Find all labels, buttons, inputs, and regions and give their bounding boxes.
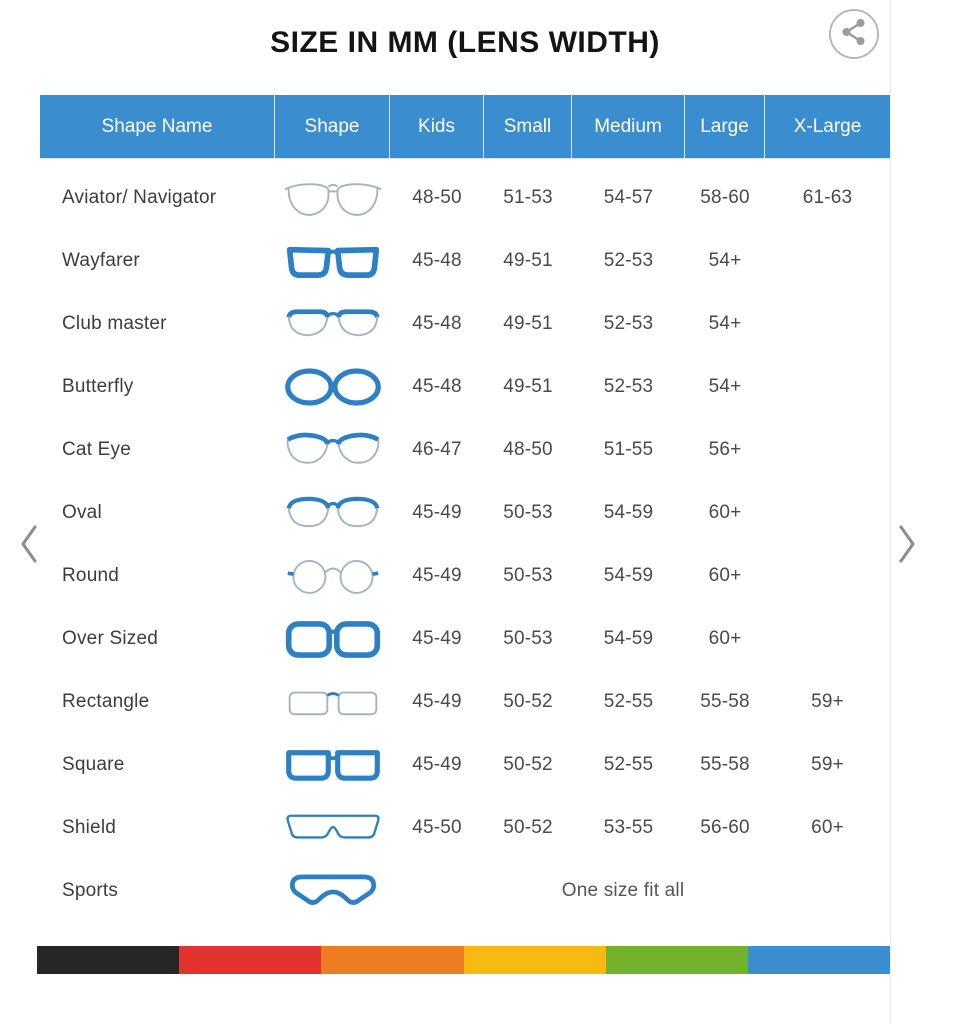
table-body: [40, 166, 890, 922]
shape-name: Round: [62, 564, 119, 586]
shape-name: Club master: [62, 312, 167, 334]
image-edge-divider: [890, 0, 891, 1024]
stripe-segment: [606, 946, 748, 974]
table-row: [40, 544, 890, 607]
table-row: [40, 670, 890, 733]
stripe-segment: [321, 946, 463, 974]
size-value: 45-49: [412, 627, 462, 649]
size-value: 45-48: [412, 249, 462, 271]
one-size-label: One size fit all: [561, 879, 685, 901]
size-value: 50-52: [503, 753, 553, 775]
shape-name: Aviator/ Navigator: [62, 186, 217, 208]
aviator-glasses-icon: [275, 166, 390, 229]
size-value: 60+: [811, 816, 844, 838]
size-value: 54-59: [603, 564, 654, 586]
table-header-cell: X-Large: [793, 115, 862, 137]
shape-name: Rectangle: [62, 690, 150, 712]
size-value: 60+: [708, 627, 742, 649]
square-glasses-icon: [275, 733, 390, 796]
table-row: [40, 859, 890, 922]
size-value: 54-59: [603, 501, 654, 523]
shape-name: Butterfly: [62, 375, 134, 397]
share-button[interactable]: [829, 9, 879, 59]
size-value: 46-47: [412, 438, 462, 460]
size-value: 58-60: [700, 186, 750, 208]
size-value: 50-53: [503, 564, 553, 586]
clubmaster-glasses-icon: [275, 292, 390, 355]
size-value: 54+: [708, 375, 742, 397]
shape-name: Shield: [62, 816, 117, 838]
size-value: 49-51: [503, 375, 553, 397]
size-value: 45-49: [412, 501, 462, 523]
table-row: [40, 733, 890, 796]
size-value: 54-57: [603, 186, 654, 208]
size-value: 53-55: [603, 816, 654, 838]
size-value: [765, 418, 890, 481]
cat-eye-glasses-icon: [275, 418, 390, 481]
size-value: [765, 607, 890, 670]
stripe-segment: [748, 946, 890, 974]
oval-glasses-icon: [275, 481, 390, 544]
size-value: 52-53: [603, 312, 654, 334]
table-row: [40, 229, 890, 292]
size-value: 49-51: [503, 249, 553, 271]
wayfarer-glasses-icon: [275, 229, 390, 292]
stripe-segment: [464, 946, 606, 974]
size-value: 51-55: [603, 438, 654, 460]
size-value: 45-49: [412, 690, 462, 712]
table-row: [40, 418, 890, 481]
size-value: 45-49: [412, 753, 462, 775]
size-value: 59+: [811, 753, 844, 775]
size-value: [765, 229, 890, 292]
table-header-cell: Shape: [275, 95, 390, 158]
size-value: [765, 292, 890, 355]
size-value: 49-51: [503, 312, 553, 334]
size-value: 45-48: [412, 312, 462, 334]
size-value: 48-50: [503, 438, 553, 460]
size-value: 45-49: [412, 564, 462, 586]
size-value: 56-60: [700, 816, 750, 838]
table-row: [40, 292, 890, 355]
size-table: [40, 95, 890, 922]
chevron-right-icon: [896, 524, 918, 567]
size-value: 50-53: [503, 501, 553, 523]
size-value: 54+: [708, 249, 742, 271]
size-value: 55-58: [700, 690, 750, 712]
page-title: SIZE IN MM (LENS WIDTH): [270, 26, 660, 59]
size-value: 55-58: [700, 753, 750, 775]
size-value: 54-59: [603, 627, 654, 649]
table-row: [40, 355, 890, 418]
size-value: 60+: [708, 501, 742, 523]
size-value: 50-53: [503, 627, 553, 649]
size-value: 50-52: [503, 816, 553, 838]
size-value: [765, 355, 890, 418]
table-header-cell: Small: [484, 95, 572, 158]
size-value: 45-48: [412, 375, 462, 397]
size-value: [765, 544, 890, 607]
oversized-glasses-icon: [275, 607, 390, 670]
table-header-cell: Kids: [390, 95, 484, 158]
size-value: 60+: [708, 564, 742, 586]
table-header-row: [40, 95, 890, 159]
table-row: [40, 166, 890, 229]
size-value: 52-55: [603, 690, 654, 712]
round-glasses-icon: [275, 544, 390, 607]
sports-glasses-icon: [275, 859, 390, 922]
shape-name: Square: [62, 753, 125, 775]
size-value: 54+: [708, 312, 742, 334]
size-value: 61-63: [802, 186, 853, 208]
carousel-next-button[interactable]: [894, 523, 920, 567]
stripe-segment: [37, 946, 179, 974]
shape-name: Cat Eye: [62, 438, 131, 460]
shape-name: Oval: [62, 501, 102, 523]
shape-name: Wayfarer: [62, 249, 140, 271]
shield-glasses-icon: [275, 796, 390, 859]
table-header-cell: Medium: [572, 95, 685, 158]
size-value: 48-50: [412, 186, 462, 208]
share-icon: [841, 18, 867, 51]
chevron-left-icon: [18, 524, 40, 567]
stripe-segment: [179, 946, 321, 974]
butterfly-glasses-icon: [275, 355, 390, 418]
size-value: 50-52: [503, 690, 553, 712]
table-header-cell: Large: [685, 95, 765, 158]
size-value: 51-53: [503, 186, 553, 208]
size-value: 59+: [811, 690, 844, 712]
table-row: [40, 481, 890, 544]
carousel-prev-button[interactable]: [16, 523, 42, 567]
shape-name: Sports: [62, 879, 119, 901]
size-value: 52-53: [603, 375, 654, 397]
rectangle-glasses-icon: [275, 670, 390, 733]
size-value: 56+: [708, 438, 742, 460]
size-value: 45-50: [412, 816, 462, 838]
size-value: [765, 481, 890, 544]
table-row: [40, 607, 890, 670]
brand-color-stripe: [37, 946, 890, 974]
shape-name: Over Sized: [62, 627, 158, 649]
table-row: [40, 796, 890, 859]
size-value: 52-53: [603, 249, 654, 271]
table-header-cell: Shape Name: [40, 95, 275, 158]
size-value: 52-55: [603, 753, 654, 775]
